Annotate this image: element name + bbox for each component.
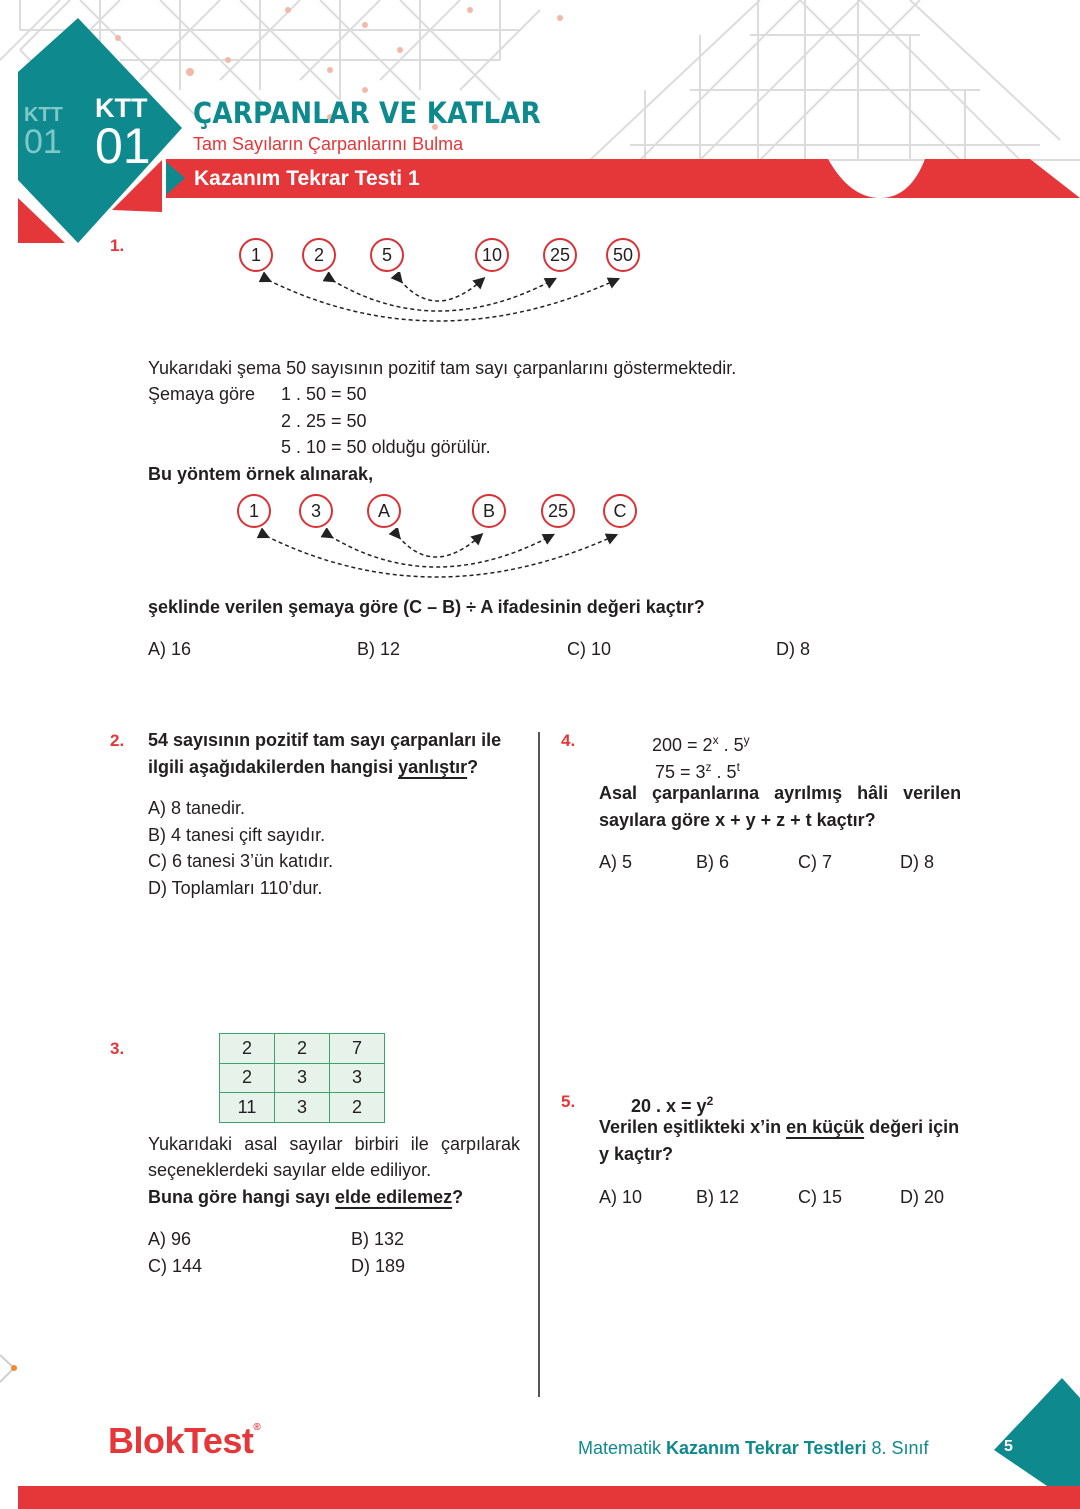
q4-option-c[interactable]: C) 7: [798, 852, 833, 872]
exponent: z: [705, 760, 712, 774]
q2-option-a[interactable]: A) 8 tanedir.: [148, 798, 246, 818]
q1-option-c[interactable]: C) 10: [567, 639, 612, 659]
chapter-title: ÇARPANLAR VE KATLAR: [193, 96, 541, 130]
pair-arrows: [248, 528, 638, 590]
badge-small-number: 01: [24, 123, 62, 161]
exponent: x: [712, 733, 719, 747]
q1-equation-1: 1 . 50 = 50: [281, 384, 367, 404]
exponent: y: [743, 733, 750, 747]
q3-option-d[interactable]: D) 189: [351, 1256, 406, 1276]
q5-option-c[interactable]: C) 15: [798, 1187, 843, 1207]
page-number: 5: [1004, 1438, 1013, 1455]
chapter-subtitle: Tam Sayıların Çarpanlarını Bulma: [193, 134, 464, 154]
q2-option-d[interactable]: D) Toplamları 110’dur.: [148, 878, 323, 898]
chapter-badge-small: [24, 104, 63, 161]
q1-scheme-label: Şemaya göre: [148, 384, 256, 404]
q2-option-b[interactable]: B) 4 tanesi çift sayıdır.: [148, 825, 326, 845]
q2-stem-line2: [148, 754, 478, 781]
question-number-4: 4.: [561, 731, 576, 750]
scheme-node: 3: [299, 494, 333, 528]
q3-question-emphasis: elde edilemez: [335, 1187, 453, 1207]
badge-number: 01: [95, 118, 151, 174]
table-row: [220, 1063, 385, 1093]
q3-question-text: Buna göre hangi sayı: [148, 1187, 336, 1207]
q5-stem-line1: [599, 1114, 959, 1141]
scheme-node: C: [603, 494, 637, 528]
banner-bar: [0, 150, 1080, 210]
q4-option-b[interactable]: B) 6: [696, 852, 730, 872]
footer-subject: Matematik: [578, 1438, 667, 1458]
eq-text: 20 . x = y: [631, 1096, 707, 1116]
q5-option-d[interactable]: D) 20: [900, 1187, 945, 1207]
prime-table: [219, 1033, 385, 1123]
q3-question-qmark: ?: [452, 1187, 464, 1207]
q4-stem-line1: Asal çarpanlarına ayrılmış hâli verilen: [599, 783, 962, 803]
table-cell: 2: [275, 1034, 330, 1064]
badge-small-label: KTT: [24, 104, 63, 126]
q2-stem-emphasis: yanlıştır: [398, 757, 468, 777]
scheme-node: 25: [543, 238, 577, 272]
scheme-node: 1: [237, 494, 271, 528]
table-cell: 11: [220, 1093, 275, 1123]
q4-stem-line2: sayılara göre x + y + z + t kaçtır?: [599, 810, 876, 830]
q5-stem-text: Verilen eşitlikteki x’in: [599, 1117, 787, 1137]
q3-option-b[interactable]: B) 132: [351, 1229, 405, 1249]
table-row: [220, 1093, 385, 1123]
table-row: [220, 1034, 385, 1064]
table-cell: 2: [220, 1063, 275, 1093]
q2-stem-line1: 54 sayısının pozitif tam sayı çarpanları ile: [148, 730, 502, 750]
q1-equation-2: 2 . 25 = 50: [281, 411, 367, 431]
pair-arrows: [250, 272, 640, 334]
q1-intro: Yukarıdaki şema 50 sayısının pozitif tam sayı çarpanlarını göstermektedir.: [148, 358, 737, 378]
q3-option-c[interactable]: C) 144: [148, 1256, 203, 1276]
q3-question: [148, 1184, 463, 1211]
scheme-node: B: [472, 494, 506, 528]
brand-logo: [108, 1420, 260, 1462]
brand-name: BlokTest: [108, 1420, 254, 1461]
eq-text: . 5: [718, 735, 744, 755]
question-number-1: 1.: [110, 236, 125, 255]
q2-option-c[interactable]: C) 6 tanesi 3’ün katıdır.: [148, 851, 334, 871]
scheme-node: 1: [239, 238, 273, 272]
question-number-5: 5.: [561, 1092, 576, 1111]
exponent: t: [736, 760, 740, 774]
q3-option-a[interactable]: A) 96: [148, 1229, 192, 1249]
table-cell: 3: [275, 1063, 330, 1093]
q5-stem-text: değeri için: [864, 1117, 960, 1137]
chapter-badge: [95, 93, 151, 174]
scheme-node: 2: [302, 238, 336, 272]
q5-option-a[interactable]: A) 10: [599, 1187, 643, 1207]
q2-stem-qmark: ?: [467, 757, 479, 777]
page-number-badge: [990, 1378, 1080, 1488]
footer-book-title: [578, 1438, 929, 1459]
table-cell: 2: [330, 1093, 385, 1123]
table-cell: 2: [220, 1034, 275, 1064]
scheme-node: 50: [606, 238, 640, 272]
table-cell: 3: [275, 1093, 330, 1123]
q5-option-b[interactable]: B) 12: [696, 1187, 740, 1207]
test-title: Kazanım Tekrar Testi 1: [194, 167, 420, 190]
eq-text: . 5: [711, 762, 737, 782]
column-divider: [538, 732, 540, 1397]
q1-equation-3: 5 . 10 = 50 olduğu görülür.: [281, 437, 491, 457]
q5-stem-emphasis: en küçük: [786, 1117, 865, 1137]
exponent: 2: [706, 1094, 714, 1108]
scheme-node: 25: [541, 494, 575, 528]
table-cell: 3: [330, 1063, 385, 1093]
registered-mark: ®: [253, 1422, 261, 1433]
footer-series: Kazanım Tekrar Testleri: [666, 1438, 867, 1458]
q1-option-d[interactable]: D) 8: [776, 639, 811, 659]
scheme-node: A: [367, 494, 401, 528]
eq-text: 75 = 3: [655, 762, 706, 782]
badge-label: KTT: [95, 93, 148, 123]
q5-stem-line2: y kaçtır?: [599, 1144, 674, 1164]
q4-option-a[interactable]: A) 5: [599, 852, 633, 872]
question-number-2: 2.: [110, 731, 125, 750]
scheme-node: 5: [370, 238, 404, 272]
q3-stem-line1: Yukarıdaki asal sayılar birbiri ile çarpılarak: [148, 1134, 520, 1154]
footer-bar: [18, 1486, 1080, 1509]
eq-text: 200 = 2: [652, 735, 713, 755]
q4-option-d[interactable]: D) 8: [900, 852, 935, 872]
q1-method: Bu yöntem örnek alınarak,: [148, 464, 374, 484]
edge-decoration: [0, 1350, 20, 1390]
q1-option-a[interactable]: A) 16: [148, 639, 192, 659]
question-number-3: 3.: [110, 1039, 125, 1058]
footer-grade: 8. Sınıf: [866, 1438, 929, 1458]
q3-stem-line2: seçeneklerdeki sayılar elde ediliyor.: [148, 1160, 432, 1180]
q1-question: şeklinde verilen şemaya göre (C – B) ÷ A ifadesinin değeri kaçtır?: [148, 597, 705, 617]
table-cell: 7: [330, 1034, 385, 1064]
q1-option-b[interactable]: B) 12: [357, 639, 401, 659]
scheme-node: 10: [475, 238, 509, 272]
q2-stem-text: ilgili aşağıdakilerden hangisi: [148, 757, 399, 777]
